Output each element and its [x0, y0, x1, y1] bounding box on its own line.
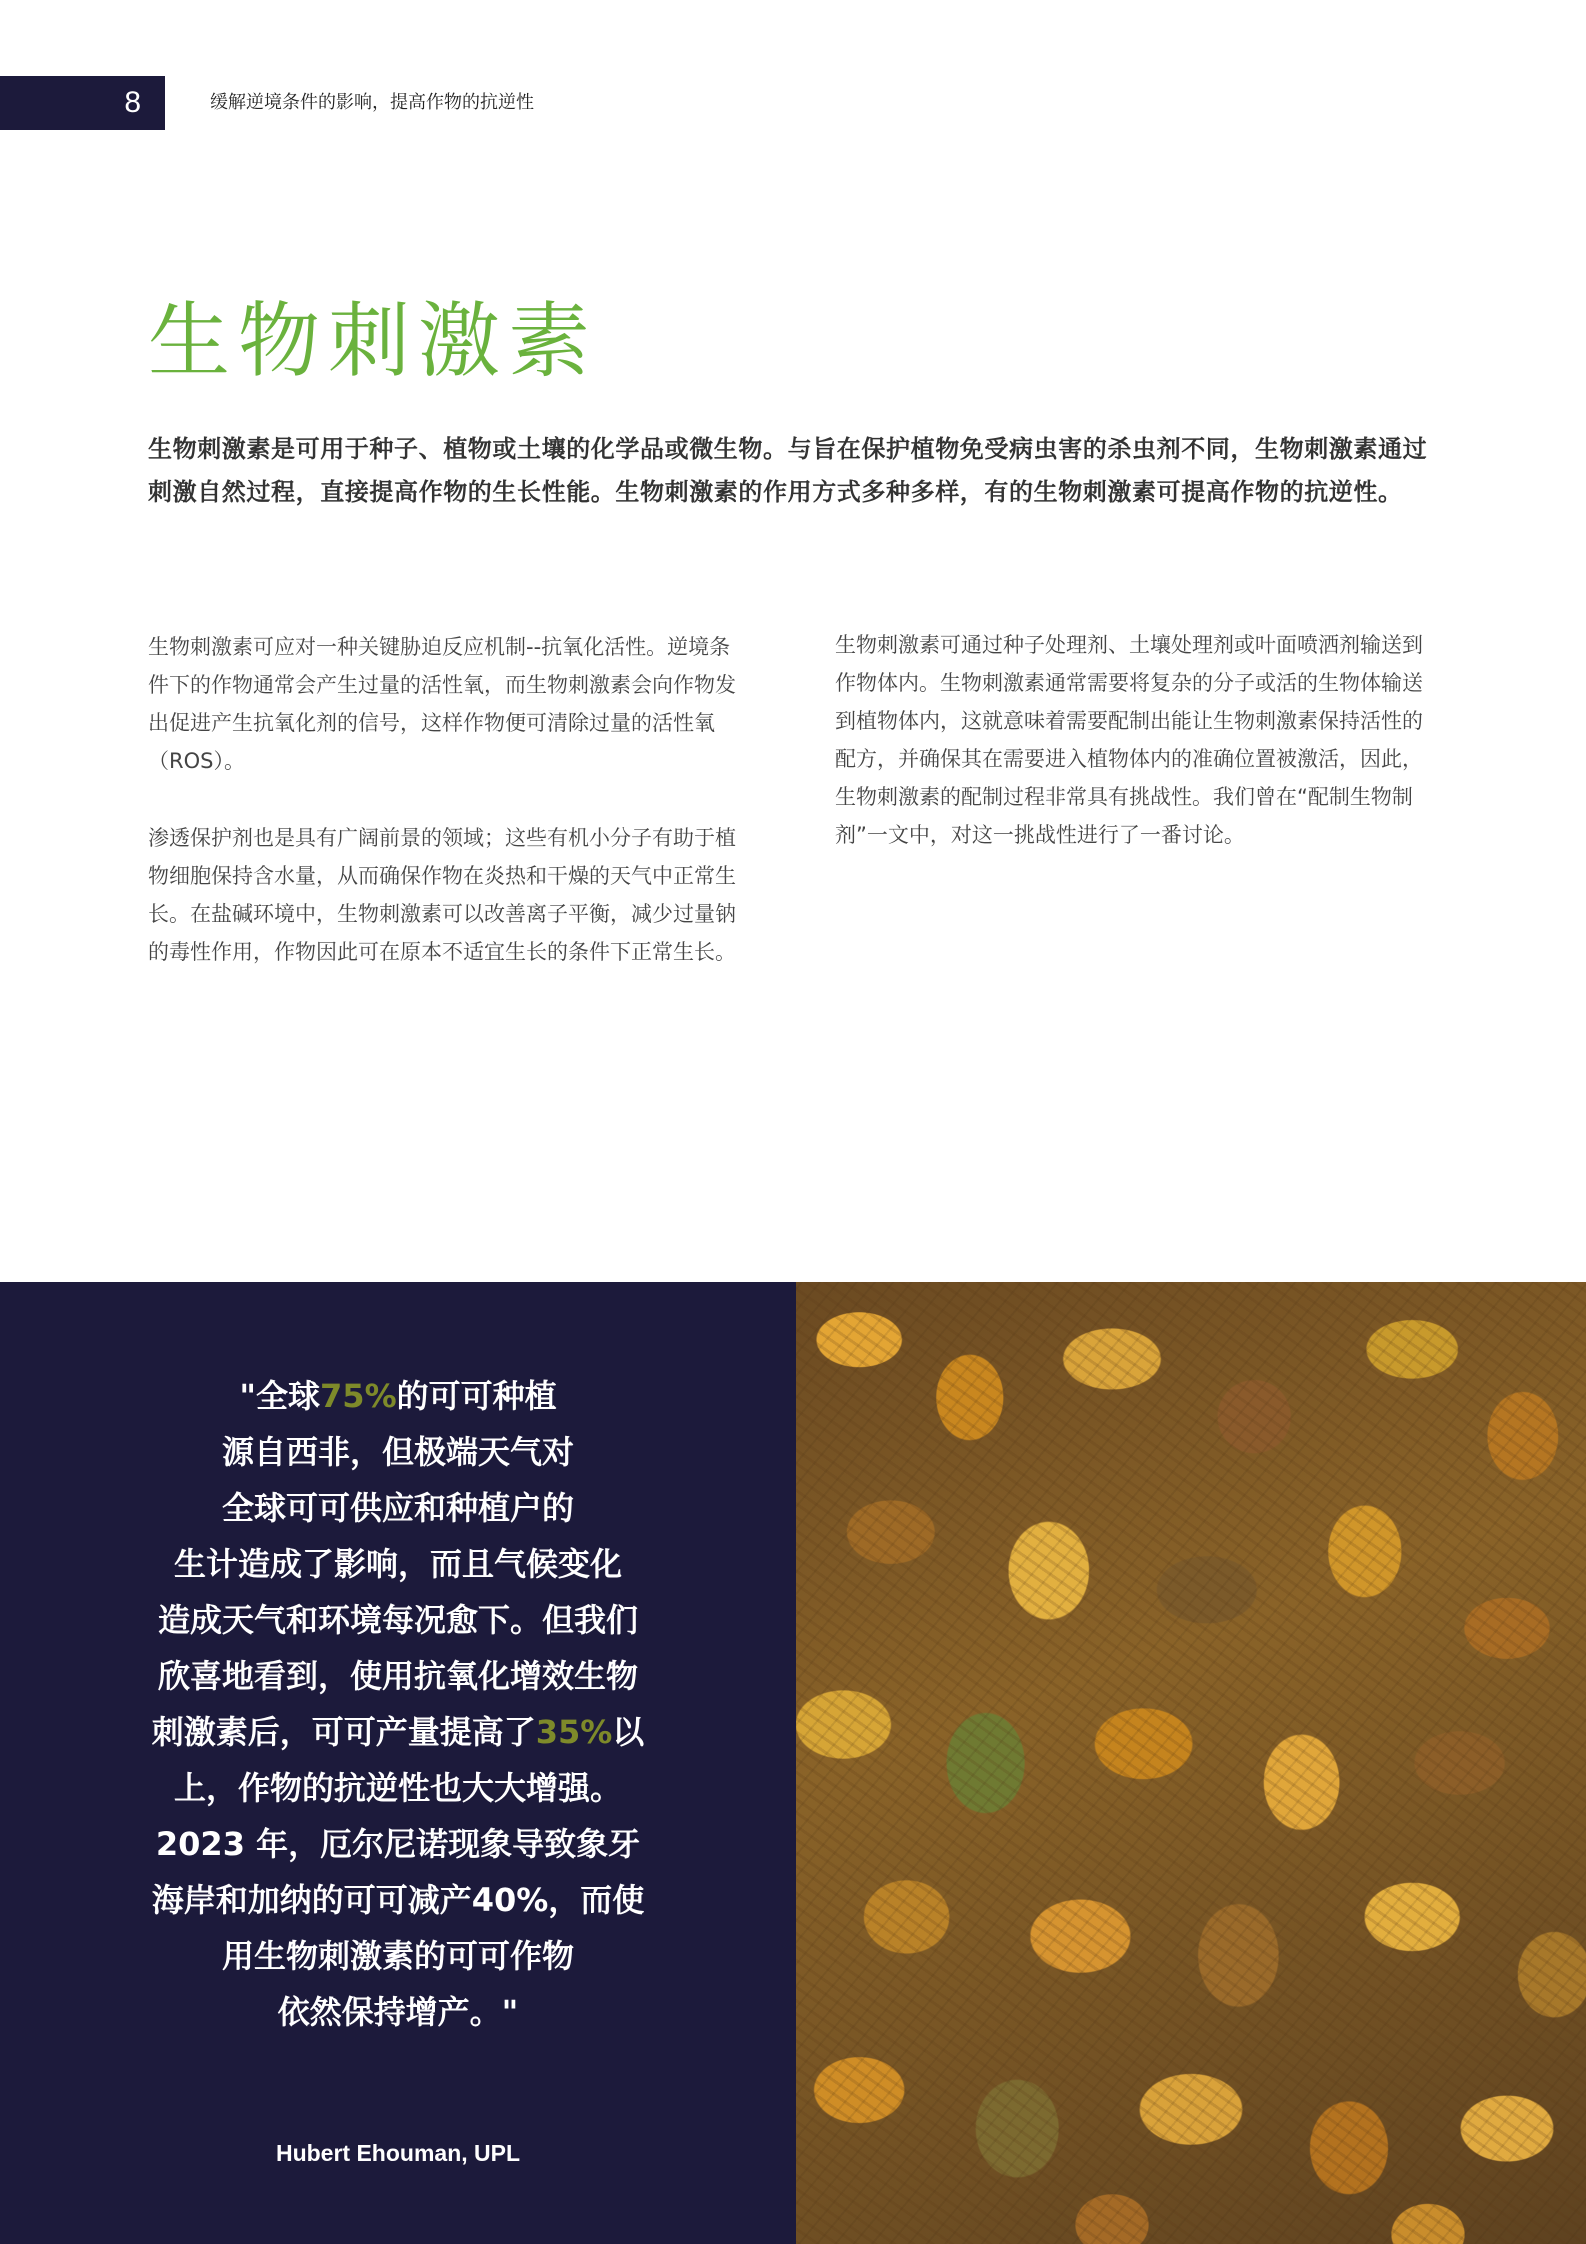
paragraph: 生物刺激素可应对一种关键胁迫反应机制--抗氧化活性。逆境条件下的作物通常会产生过量的活性氧，而生物刺激素会向作物发出促进产生抗氧化剂的信号，这样作物便可清除过量的活性氧（ROS）。	[148, 635, 736, 773]
cocoa-pods-photo	[796, 1282, 1586, 2244]
quote-text: "全球	[239, 1377, 321, 1415]
quote-highlight: 75%	[320, 1377, 397, 1415]
quote-line: 造成天气和环境每况愈下。但我们	[157, 1601, 638, 1639]
quote-line: 海岸和加纳的可可减产40%，而使	[151, 1881, 645, 1919]
page-number-tab	[0, 76, 165, 130]
article-title: 生物刺激素	[148, 294, 599, 389]
paragraph: 生物刺激素可通过种子处理剂、土壤处理剂或叶面喷洒剂输送到作物体内。生物刺激素通常需要将复杂的分子或活的生物体输送到植物体内，这就意味着需要配制出能让生物刺激素保持活性的配方，并确保其在需要进入植物体内的准确位置被激活，因此，生物刺激素的配制过程非常具有挑战性。我们曾在“配制生物制剂”一文中，对这一挑战性进行了一番讨论。	[835, 633, 1423, 847]
quote-line: 生计造成了影响，而且气候变化	[173, 1545, 622, 1583]
quote-panel	[0, 1282, 796, 2244]
quote-highlight: 35%	[535, 1713, 613, 1751]
lead-paragraph: 生物刺激素是可用于种子、植物或土壤的化学品或微生物。与旨在保护植物免受病虫害的杀虫剂不同，生物刺激素通过刺激自然过程，直接提高作物的生长性能。生物刺激素的作用方式多种多样，有的生物刺激素可提高作物的抗逆性。	[148, 435, 1428, 506]
paragraph: 渗透保护剂也是具有广阔前景的领域；这些有机小分子有助于植物细胞保持含水量，从而确保作物在炎热和干燥的天气中正常生长。在盐碱环境中，生物刺激素可以改善离子平衡，减少过量钠的毒性作用，作物因此可在原本不适宜生长的条件下正常生长。	[148, 826, 736, 964]
pull-quote	[80, 1368, 716, 2040]
quote-text: 刺激素后，可可产量提高了	[151, 1713, 536, 1751]
quote-line: 源自西非，但极端天气对	[221, 1433, 574, 1471]
right-column	[835, 626, 1437, 893]
quote-line	[80, 1704, 716, 1760]
quote-line: 欣喜地看到，使用抗氧化增效生物	[157, 1657, 638, 1695]
quote-line: 全球可可供应和种植户的	[221, 1489, 574, 1527]
quote-line: 2023 年，厄尔尼诺现象导致象牙	[155, 1825, 641, 1863]
page-number: 8	[124, 86, 141, 119]
left-column	[148, 628, 748, 1010]
quote-line: 用生物刺激素的可可作物	[221, 1937, 574, 1975]
running-title: 缓解逆境条件的影响，提高作物的抗逆性	[210, 92, 534, 113]
quote-line: 依然保持增产。"	[277, 1993, 519, 2031]
quote-attribution: Hubert Ehouman, UPL	[275, 2140, 521, 2166]
quote-line	[80, 1368, 716, 1424]
quote-text: 的可可种植	[396, 1377, 557, 1415]
quote-text: 以	[612, 1713, 645, 1751]
quote-line: 上，作物的抗逆性也大大增强。	[173, 1769, 622, 1807]
